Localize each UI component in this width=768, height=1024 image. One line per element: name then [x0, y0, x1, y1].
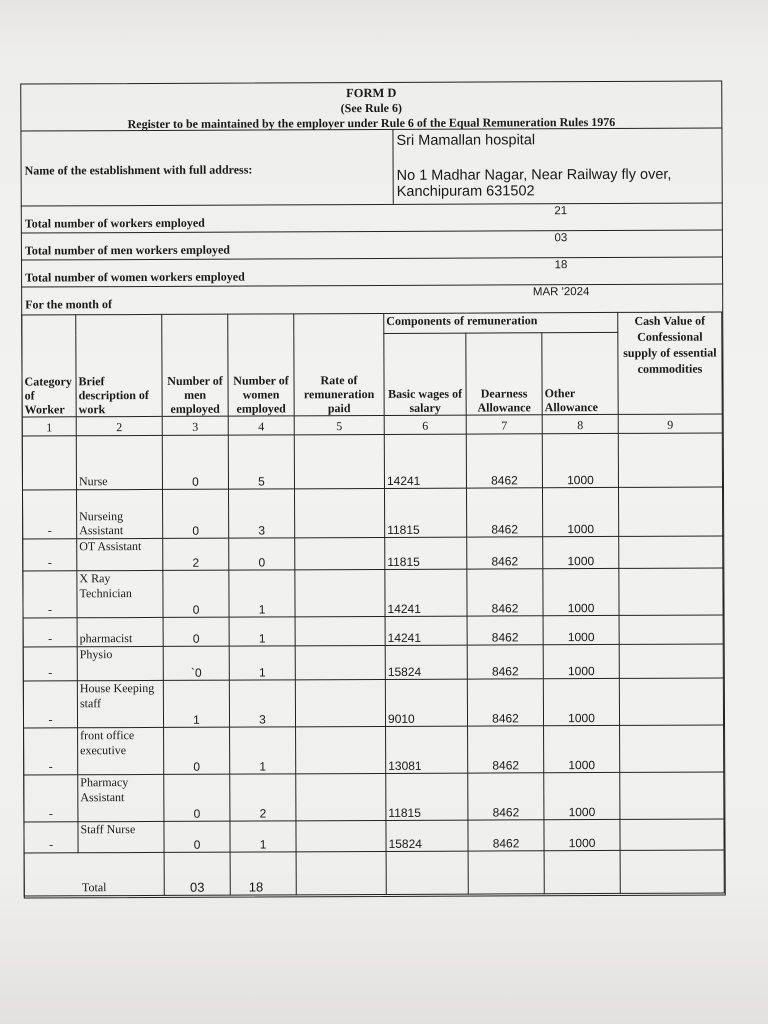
- header-components: Components of remuneration: [384, 312, 618, 333]
- cell-description: front office executive: [78, 728, 164, 775]
- total-women: 18: [230, 852, 296, 895]
- cell-women: 1: [229, 570, 295, 617]
- cell-men: 0: [162, 489, 228, 538]
- col-num: 5: [294, 416, 384, 436]
- cell-other: 1000: [544, 726, 620, 773]
- cell-rate: [296, 774, 386, 821]
- cell-category: -: [23, 571, 77, 618]
- col-num: 1: [22, 417, 76, 437]
- cell-basic: 14241: [385, 569, 467, 616]
- cell-cash: [619, 568, 723, 615]
- total-dearness: [468, 851, 544, 894]
- summary-women-workers: [21, 256, 723, 287]
- total-rate: [296, 851, 386, 894]
- col-num: 6: [384, 415, 466, 435]
- cell-basic: 15824: [386, 820, 468, 851]
- cell-basic: 14241: [384, 435, 466, 488]
- cell-basic: 11815: [384, 488, 466, 537]
- total-label: Total: [24, 852, 164, 896]
- address-line-1: No 1 Madhar Nagar, Near Railway fly over,: [396, 166, 672, 184]
- header-rate: Rate of remuneration paid: [294, 313, 384, 415]
- cell-dearness: 8462: [466, 487, 542, 536]
- cell-cash: [620, 772, 724, 819]
- total-other: [544, 850, 620, 893]
- cell-women: 2: [230, 774, 296, 821]
- summary-value: MAR '2024: [532, 286, 590, 299]
- cell-cash: [619, 678, 723, 725]
- cell-men: 0: [164, 728, 230, 775]
- cell-other: 1000: [543, 644, 619, 679]
- establishment-name: Sri Mamallan hospital: [396, 132, 536, 149]
- cell-rate: [296, 821, 386, 852]
- cell-men: `0: [163, 646, 229, 681]
- cell-men: 0: [162, 436, 228, 489]
- cell-men: 1: [163, 681, 229, 728]
- cell-other: 1000: [543, 536, 619, 569]
- cell-basic: 13081: [386, 727, 468, 774]
- cell-dearness: 8462: [467, 569, 543, 616]
- form-d: [20, 80, 726, 898]
- col-num: 8: [542, 415, 618, 435]
- cell-other: 1000: [542, 434, 618, 487]
- col-num: 4: [228, 416, 294, 436]
- cell-basic: 11815: [385, 537, 467, 570]
- summary-month: [21, 283, 723, 313]
- col-num: 7: [466, 415, 542, 435]
- form-header: [20, 80, 722, 131]
- summary-value: 18: [554, 259, 568, 272]
- col-num: 2: [76, 416, 162, 436]
- cell-rate: [296, 727, 386, 774]
- table-row: [23, 644, 723, 682]
- cell-men: 0: [164, 822, 230, 853]
- cell-cash: [620, 725, 724, 772]
- cell-category: -: [23, 618, 77, 647]
- cell-rate: [295, 617, 385, 646]
- header-men: Number of men employed: [162, 314, 228, 416]
- cell-women: 1: [229, 646, 295, 681]
- cell-basic: 9010: [385, 680, 467, 727]
- col-num: 9: [618, 414, 722, 434]
- table-row: [23, 536, 723, 572]
- form-title: FORM D: [346, 85, 397, 101]
- summary-value: 03: [554, 232, 568, 245]
- cell-category: -: [23, 681, 77, 728]
- divider: [392, 130, 393, 204]
- cell-cash: [619, 644, 723, 679]
- header-basic: Basic wages of salary: [384, 333, 466, 415]
- cell-rate: [294, 488, 384, 537]
- cell-men: 0: [163, 570, 229, 617]
- cell-dearness: 8462: [467, 616, 543, 645]
- cell-description: pharmacist: [77, 618, 163, 647]
- cell-other: 1000: [543, 616, 619, 645]
- cell-other: 1000: [544, 773, 620, 820]
- establishment-address: [397, 166, 717, 199]
- cell-dearness: 8462: [467, 645, 543, 680]
- table-row: [24, 772, 724, 822]
- cell-category: -: [23, 647, 77, 682]
- cell-rate: [295, 680, 385, 727]
- cell-description: X Ray Technician: [77, 571, 163, 618]
- cell-women: 5: [228, 435, 294, 488]
- cell-men: 0: [163, 617, 229, 646]
- cell-women: 1: [230, 727, 296, 774]
- cell-women: 1: [229, 617, 295, 646]
- cell-category: -: [24, 822, 78, 853]
- cell-category: -: [24, 728, 78, 775]
- table-row: [24, 819, 724, 853]
- summary-label: Total number of men workers employed: [24, 242, 230, 258]
- cell-other: 1000: [542, 487, 618, 536]
- cell-basic: 15824: [385, 645, 467, 680]
- col-num: 3: [162, 416, 228, 436]
- cell-cash: [619, 487, 723, 536]
- register-line: Register to be maintained by the employer under Rule 6 of the Equal Remuneration Rules 1976: [127, 114, 616, 132]
- summary-men-workers: [21, 229, 723, 260]
- remuneration-table: [21, 311, 725, 896]
- cell-men: 2: [163, 538, 229, 571]
- cell-cash: [619, 615, 723, 644]
- cell-other: 1000: [544, 820, 620, 851]
- cell-women: 3: [229, 680, 295, 727]
- summary-label: Total number of women workers employed: [25, 269, 245, 285]
- cell-dearness: 8462: [467, 536, 543, 569]
- cell-other: 1000: [543, 679, 619, 726]
- summary-value: 21: [554, 205, 568, 218]
- cell-dearness: 8462: [468, 726, 544, 773]
- total-men: 03: [164, 852, 230, 895]
- table-row: [24, 725, 724, 775]
- cell-description: Nurse: [76, 436, 162, 489]
- summary-total-workers: [21, 202, 723, 233]
- cell-description: House Keeping staff: [77, 681, 163, 728]
- cell-cash: [619, 536, 723, 569]
- cell-rate: [294, 435, 384, 488]
- cell-women: 0: [229, 537, 295, 570]
- cell-men: 0: [164, 775, 230, 822]
- header-women: Number of women employed: [228, 314, 294, 416]
- cell-dearness: 8462: [467, 679, 543, 726]
- cell-women: 1: [230, 821, 296, 852]
- table-row: [22, 433, 722, 489]
- header-description: Brief description of work: [76, 314, 162, 416]
- cell-dearness: 8462: [466, 434, 542, 487]
- cell-women: 3: [228, 488, 294, 537]
- establishment-row: [20, 128, 722, 206]
- cell-other: 1000: [543, 569, 619, 616]
- address-line-2: Kanchipuram 631502: [396, 183, 535, 200]
- header-other: Other Allowance: [542, 333, 618, 415]
- cell-category: -: [24, 775, 78, 822]
- header-category: Category of Worker: [22, 315, 76, 417]
- table-row: [23, 615, 723, 647]
- total-cash: [620, 850, 724, 893]
- table-row: [23, 678, 723, 728]
- header-cash: Cash Value of Confessional supply of essential commodities: [618, 312, 722, 415]
- cell-cash: [620, 819, 724, 850]
- cell-rate: [295, 537, 385, 570]
- cell-basic: 14241: [385, 616, 467, 645]
- cell-category: -: [23, 538, 77, 571]
- cell-rate: [295, 570, 385, 617]
- cell-rate: [295, 645, 385, 680]
- total-row: [24, 850, 724, 896]
- cell-description: OT Assistant: [77, 538, 163, 571]
- cell-description: Pharmacy Assistant: [78, 775, 164, 822]
- cell-dearness: 8462: [468, 820, 544, 851]
- cell-cash: [618, 433, 722, 487]
- cell-category: [22, 436, 76, 489]
- cell-description: Physio: [77, 646, 163, 681]
- cell-category: -: [22, 489, 76, 538]
- cell-description: Nurseing Assistant: [76, 489, 162, 538]
- summary-label: For the month of: [25, 297, 113, 312]
- cell-basic: 11815: [386, 774, 468, 821]
- form-subtitle: (See Rule 6): [340, 100, 403, 116]
- establishment-label: Name of the establishment with full address:: [24, 162, 253, 178]
- cell-dearness: 8462: [468, 773, 544, 820]
- table-row: [22, 487, 722, 539]
- total-basic: [386, 851, 468, 894]
- table-row: [23, 568, 723, 618]
- summary-label: Total number of workers employed: [24, 215, 205, 231]
- header-dearness: Dearness Allowance: [466, 333, 542, 415]
- cell-description: Staff Nurse: [78, 822, 164, 853]
